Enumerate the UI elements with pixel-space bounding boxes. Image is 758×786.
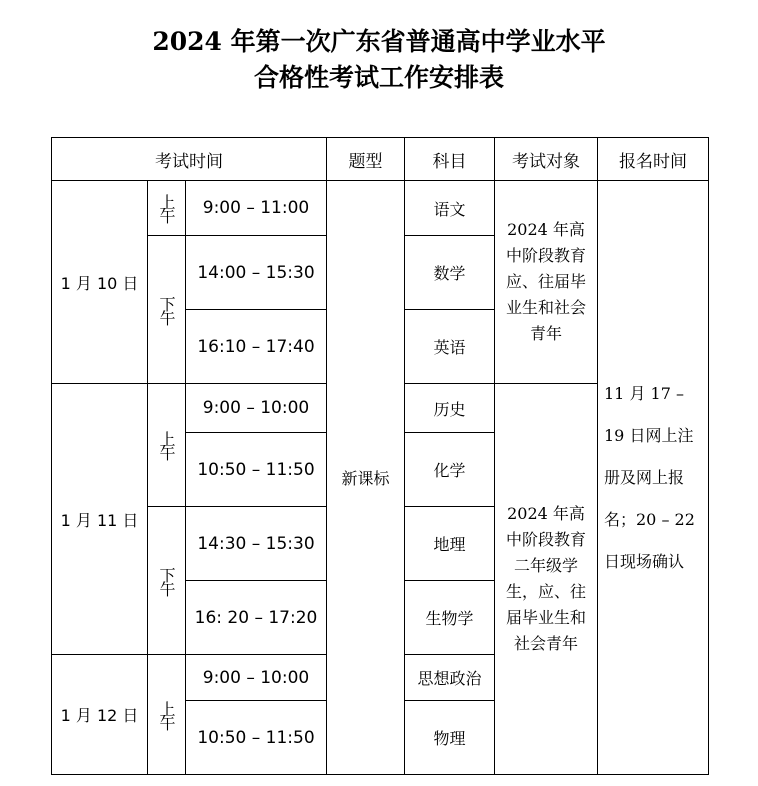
subject-cell: 英语 [405,310,495,384]
period-cell: 下午 [148,236,186,384]
header-row [52,138,709,181]
subject-cell: 思想政治 [405,655,495,701]
header-exam-time: 考试时间 [52,138,327,181]
subject-cell: 历史 [405,384,495,433]
time-cell: 16: 20 – 17:20 [186,581,327,655]
header-registration-time: 报名时间 [598,138,709,181]
time-cell: 9:00 – 11:00 [186,181,327,236]
time-cell: 9:00 – 10:00 [186,655,327,701]
table-row [52,181,709,236]
time-cell: 14:30 – 15:30 [186,507,327,581]
period-cell: 上午 [148,384,186,507]
time-cell: 14:00 – 15:30 [186,236,327,310]
period-cell: 上午 [148,181,186,236]
subject-cell: 化学 [405,433,495,507]
examinee-cell: 2024 年高中阶段教育应、往届毕业生和社会青年 [495,181,598,384]
subject-cell: 生物学 [405,581,495,655]
time-cell: 16:10 – 17:40 [186,310,327,384]
period-cell: 下午 [148,507,186,655]
time-cell: 10:50 – 11:50 [186,433,327,507]
header-examinee: 考试对象 [495,138,598,181]
subject-cell: 地理 [405,507,495,581]
subject-cell: 语文 [405,181,495,236]
time-cell: 10:50 – 11:50 [186,701,327,775]
date-cell: 1 月 12 日 [52,655,148,775]
date-cell: 1 月 11 日 [52,384,148,655]
schedule-table [51,137,709,775]
subject-cell: 物理 [405,701,495,775]
registration-cell: 11 月 17 – 19 日网上注册及网上报名；20 – 22 日现场确认 [598,181,709,775]
document-title [0,24,758,96]
header-subject: 科目 [405,138,495,181]
title-line-2: 合格性考试工作安排表 [253,63,504,92]
date-cell: 1 月 10 日 [52,181,148,384]
header-question-type: 题型 [327,138,405,181]
period-cell: 上午 [148,655,186,775]
time-cell: 9:00 – 10:00 [186,384,327,433]
question-type-cell: 新课标 [327,181,405,775]
title-line-1: 2024 年第一次广东省普通高中学业水平 [152,27,606,56]
examinee-cell: 2024 年高中阶段教育二年级学生，应、往届毕业生和社会青年 [495,384,598,775]
subject-cell: 数学 [405,236,495,310]
